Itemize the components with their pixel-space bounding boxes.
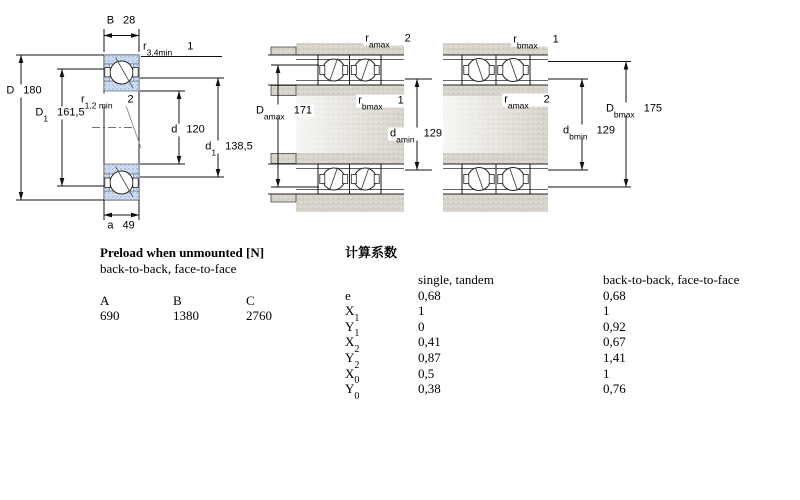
preload-col-c: C [246,292,255,308]
preload-value-a: 690 [100,308,120,324]
dim-label-damin: $d_{amin}$ 129 [390,127,442,145]
factors-title: 计算系数 [345,245,398,260]
dim-label-rbmax-mid: $r_{bmax}$ 1 [358,94,404,112]
factor-row-e: e 0,68 0,68 [345,287,626,303]
factors-col2-header: back-to-back, face-to-face [603,272,740,287]
preload-value-row [100,308,330,324]
factors-col1-header: single, tandem [418,272,494,287]
dim-label-d: d 120 [171,123,205,136]
factor-row-x2: $X_2$ 0,41 0,67 [345,334,626,355]
dim-label-ramax-mid: $r_{amax}$ 2 [504,93,550,111]
dim-label-ramax-top: $r_{amax}$ 2 [365,32,411,50]
preload-title: Preload when unmounted [N] [100,245,265,260]
dim-label-dbmin: $d_{bmin}$ 129 [563,124,615,142]
factors-header-row [345,272,765,288]
preload-table [100,246,330,324]
preload-value-b: 1380 [173,308,199,324]
calculation-factors-table [345,245,765,402]
preload-value-c: 2760 [246,308,272,324]
dim-label-Damax: $D_{amax}$ 171 [255,104,313,122]
factor-row-x0: $X_0$ 0,5 1 [345,365,610,387]
preload-subtitle: back-to-back, face-to-face [100,261,237,276]
dim-label-D: D 180 [6,84,42,97]
preload-header-row [100,293,330,309]
factor-row-x1: $X_1$ 1 1 [345,303,610,324]
dim-label-rbmax-top: $r_{bmax}$ 1 [513,33,559,51]
preload-col-a: A [100,292,110,308]
dim-label-Dbmax: $D_{bmax}$ 175 [605,102,663,120]
preload-col-b: B [173,292,182,308]
dim-label-d1: $d_1$ 138,5 [205,140,253,158]
dim-label-D1: $D_1$ 161,5 [35,106,85,124]
factor-row-y0: $Y_0$ 0,38 0,76 [345,381,626,402]
factor-row-y1: $Y_1$ 0 0,92 [345,318,626,340]
dim-label-r34min: $r_{3,4min}$ 1 [143,40,194,58]
dim-label-a: a 49 [107,219,135,232]
dim-label-r12min: $r_{1,2 min}$ 2 [81,93,134,111]
dim-label-B: B 28 [106,14,136,27]
factor-row-y2: $Y_2$ 0,87 1,41 [345,349,626,371]
